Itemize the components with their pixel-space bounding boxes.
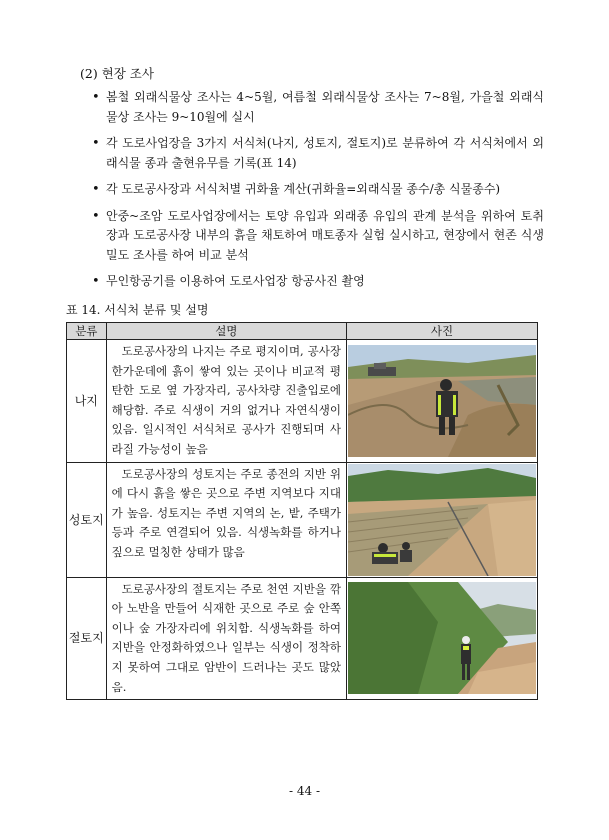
table-row bbox=[67, 340, 538, 463]
photo-bare-land bbox=[346, 340, 537, 463]
list-item: • 안중~조암 도로사업장에서는 토양 유입과 외래종 유입의 관계 분석을 위하여 토취장과 도로공사장 내부의 흙을 채토하여 매토종자 실험 실시하고, 현장에서 현존 식생 밀도 조사를 하여 비교 분석 bbox=[92, 207, 544, 266]
list-item: • 봄철 외래식물상 조사는 4~5월, 여름철 외래식물상 조사는 7~8월, 가을철 외래식물상 조사는 9~10월에 실시 bbox=[92, 88, 544, 127]
section-title: (2) 현장 조사 bbox=[80, 66, 154, 81]
row-category: 나지 bbox=[67, 340, 107, 463]
row-category: 절토지 bbox=[67, 577, 107, 700]
header-description: 설명 bbox=[106, 323, 346, 340]
habitat-table bbox=[66, 322, 538, 700]
row-description: 도로공사장의 성토지는 주로 종전의 지반 위에 다시 흙을 쌓은 곳으로 주변 지역보다 지대가 높음. 성토지는 주변 지역의 논, 밭, 주택가 등과 주로 연결되어 있음. 식생녹화를 하거나 짚으로 멀칭한 상태가 많음 bbox=[106, 462, 346, 577]
table-row bbox=[67, 577, 538, 700]
cut-slope-photo-image bbox=[348, 582, 536, 694]
header-photo: 사진 bbox=[346, 323, 537, 340]
table-header-row bbox=[67, 323, 538, 340]
row-category: 성토지 bbox=[67, 462, 107, 577]
embankment-photo-image bbox=[348, 464, 536, 576]
bullet-list bbox=[92, 88, 544, 299]
row-description: 도로공사장의 나지는 주로 평지이며, 공사장 한가운데에 흙이 쌓여 있는 곳이나 비교적 평탄한 도로 옆 가장자리, 공사차량 진출입로에 해당함. 주로 식생이 거의 없거나 자연식생이 있음. 일시적인 서식처로 공사가 진행되며 사라질 가능성이 높음 bbox=[106, 340, 346, 463]
bare-land-photo-image bbox=[348, 345, 536, 457]
table-caption: 표 14. 서식처 분류 및 설명 bbox=[66, 303, 209, 317]
table-row bbox=[67, 462, 538, 577]
row-description: 도로공사장의 절토지는 주로 천연 지반을 깎아 노반을 만들어 식재한 곳으로 주로 숲 안쪽이나 숲 가장자리에 위치함. 식생녹화를 하여 지반을 안정화하였으나 일부는 식생이 정착하지 못하여 그대로 암반이 드러나는 곳도 많았음. bbox=[106, 577, 346, 700]
photo-embankment bbox=[346, 462, 537, 577]
header-category: 분류 bbox=[67, 323, 107, 340]
list-item: • 무인항공기를 이용하여 도로사업장 항공사진 촬영 bbox=[92, 272, 544, 292]
list-item: • 각 도로사업장을 3가지 서식처(나지, 성토지, 절토지)로 분류하여 각 서식처에서 외래식물 종과 출현유무를 기록(표 14) bbox=[92, 134, 544, 173]
photo-cut-slope bbox=[346, 577, 537, 700]
list-item: • 각 도로공사장과 서식처별 귀화율 계산(귀화율=외래식물 종수/총 식물종수) bbox=[92, 180, 544, 200]
page-number: - 44 - bbox=[288, 784, 320, 798]
